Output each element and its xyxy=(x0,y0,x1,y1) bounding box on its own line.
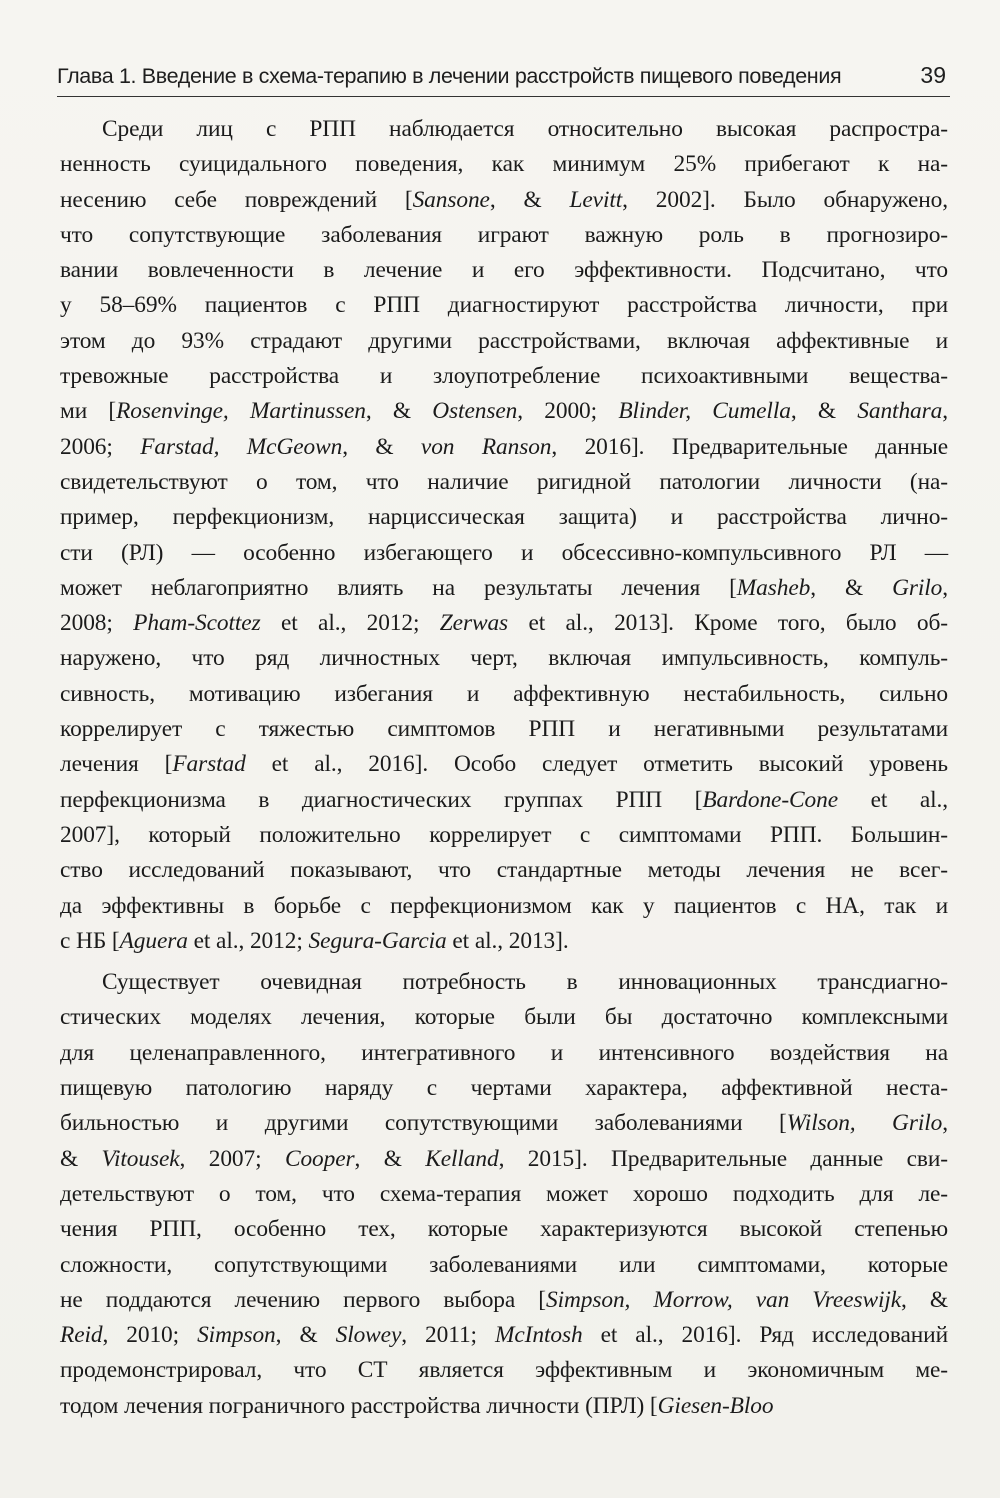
text-run: сивность, мотивацию избегания и аффективную нестабильность, сильно xyxy=(60,680,948,707)
page-number: 39 xyxy=(920,62,946,88)
text-line xyxy=(60,218,948,253)
text-line xyxy=(60,536,948,571)
text-run: , 2011; xyxy=(401,1322,495,1349)
text-line xyxy=(60,1000,948,1035)
citation-author: Zerwas xyxy=(439,610,509,637)
text-line xyxy=(60,1248,948,1283)
text-run: не поддаются лечению первого выбора [ xyxy=(60,1286,546,1313)
text-run: сложности, сопутствующими заболеваниями или симптомами, которые xyxy=(60,1251,948,1278)
text-run: , 2002]. Было обнаружено, xyxy=(622,186,948,213)
text-line xyxy=(60,1142,948,1177)
text-line xyxy=(60,571,948,606)
text-run: , 2000; xyxy=(517,398,619,425)
text-run: детельствуют о том, что схема-терапия может хорошо подходить для ле- xyxy=(60,1180,948,1207)
text-run: тревожные расстройства и злоупотребление психоактивными вещества- xyxy=(60,363,948,390)
text-line xyxy=(60,394,948,429)
text-run: , & xyxy=(810,574,893,601)
citation-author: Cooper xyxy=(284,1145,355,1172)
text-run: et al., 2013]. xyxy=(446,927,569,954)
text-line xyxy=(60,253,948,288)
citation-author: Ostensen xyxy=(432,398,518,425)
text-run: , & xyxy=(901,1286,948,1313)
paragraph xyxy=(60,965,948,1424)
citation-author: Kelland xyxy=(425,1145,499,1172)
text-run: & xyxy=(60,1145,102,1172)
text-line xyxy=(60,359,948,394)
text-run: , xyxy=(942,574,948,601)
text-run: ство исследований показывают, что стандартные методы лечения не всег- xyxy=(60,857,948,884)
text-line xyxy=(60,606,948,641)
text-run: наружено, что ряд личностных черт, включая импульсивность, компуль- xyxy=(60,645,948,672)
text-line xyxy=(60,112,948,147)
text-run: , & xyxy=(275,1322,336,1349)
citation-author: von Ranson xyxy=(420,433,552,460)
text-line xyxy=(60,783,948,818)
citation-author: Wilson, Grilo xyxy=(786,1110,943,1137)
text-line xyxy=(60,288,948,323)
citation-author: Simpson, Morrow, van Vreeswijk xyxy=(545,1286,902,1313)
text-run: коррелирует с тяжестью симптомов РПП и негативными результатами xyxy=(60,716,948,743)
text-line xyxy=(60,965,948,1000)
citation-author: Simpson xyxy=(197,1322,276,1349)
text-line xyxy=(60,712,948,747)
text-run: для целенаправленного, интегративного и интенсивного воздействия на xyxy=(60,1039,948,1066)
text-line xyxy=(60,641,948,676)
text-line xyxy=(60,1071,948,1106)
text-run: да эффективны в борьбе с перфекционизмом как у пациентов с НА, так и xyxy=(60,892,948,919)
citation-author: Farstad xyxy=(172,751,246,778)
text-run: , xyxy=(942,398,948,425)
text-line xyxy=(60,747,948,782)
text-run: , 2010; xyxy=(102,1322,198,1349)
text-run: пищевую патологию наряду с чертами характера, аффективной неста- xyxy=(60,1075,948,1102)
text-run: Среди лиц с РПП наблюдается относительно высокая распростра- xyxy=(102,116,948,142)
text-run: , & xyxy=(342,433,421,460)
text-line xyxy=(60,1177,948,1212)
text-run: лечения [ xyxy=(60,751,173,778)
text-run: сти (РЛ) — особенно избегающего и обсессивно-компульсивного РЛ — xyxy=(60,539,948,566)
text-run: тодом лечения пограничного расстройства личности (ПРЛ) [ xyxy=(60,1392,658,1419)
text-line xyxy=(60,1106,948,1141)
page-header xyxy=(57,62,950,97)
text-line xyxy=(60,853,948,888)
text-run: , 2016]. Предварительные данные xyxy=(551,433,949,460)
body-text xyxy=(60,112,948,1424)
text-run: может неблагоприятно влиять на результаты лечения [ xyxy=(60,574,737,601)
text-line xyxy=(60,1212,948,1247)
text-line xyxy=(60,465,948,500)
text-run: 2008; xyxy=(60,610,134,637)
text-run: , 2007; xyxy=(179,1145,285,1172)
text-run: 2006; xyxy=(60,433,141,460)
citation-author: Aguera xyxy=(119,927,188,954)
citation-author: Pham-Scottez xyxy=(133,610,261,637)
text-run: ненность суицидального поведения, как минимум 25% прибегают к на- xyxy=(60,151,948,178)
citation-author: Rosenvinge, Martinussen xyxy=(116,398,366,425)
text-line xyxy=(60,1036,948,1071)
text-run: перфекционизма в диагностических группах РПП [ xyxy=(60,786,703,813)
text-line xyxy=(60,500,948,535)
text-run: бильностью и другими сопутствующими заболеваниями [ xyxy=(60,1110,787,1137)
text-run: с НБ [ xyxy=(60,927,120,954)
text-run: вании вовлеченности в лечение и его эффективности. Подсчитано, что xyxy=(60,257,948,284)
text-line xyxy=(60,430,948,465)
running-title: Глава 1. Введение в схема-терапию в лечении расстройств пищевого поведения xyxy=(57,64,842,88)
text-run: чения РПП, особенно тех, которые характеризуются высокой степенью xyxy=(60,1216,948,1243)
text-run: 2007], который положительно коррелирует с симптомами РПП. Большин- xyxy=(60,821,948,848)
citation-author: Segura-Garcia xyxy=(308,927,447,954)
citation-author: Sansone xyxy=(412,186,490,213)
text-line xyxy=(60,1353,948,1388)
citation-author: Masheb xyxy=(736,574,811,601)
text-run: пример, перфекционизм, нарциссическая защита) и расстройства лично- xyxy=(60,504,948,531)
citation-author: Grilo xyxy=(892,574,943,601)
citation-author: Giesen-Bloo xyxy=(657,1392,774,1419)
text-run: et al., xyxy=(838,786,948,813)
citation-author: Levitt xyxy=(569,186,623,213)
text-line xyxy=(60,1318,948,1353)
text-line xyxy=(60,677,948,712)
citation-author: McIntosh xyxy=(495,1322,583,1349)
text-run: несению себе повреждений [ xyxy=(60,186,413,213)
text-run: ми [ xyxy=(60,398,117,425)
text-run: что сопутствующие заболевания играют важную роль в прогнозиро- xyxy=(60,221,948,248)
text-run: et al., 2016]. Особо следует отметить высокий уровень xyxy=(245,751,948,778)
text-run: et al., 2016]. Ряд исследований xyxy=(582,1322,948,1349)
text-run: этом до 93% страдают другими расстройствами, включая аффективные и xyxy=(60,327,948,354)
text-run: , xyxy=(942,1110,948,1137)
text-line xyxy=(60,818,948,853)
citation-author: Farstad, McGeown xyxy=(140,433,343,460)
paragraph xyxy=(60,112,948,959)
text-line xyxy=(60,1283,948,1318)
text-line xyxy=(60,1389,948,1424)
text-run: , & xyxy=(354,1145,426,1172)
text-run: свидетельствуют о том, что наличие ригидной патологии личности (на- xyxy=(60,468,948,495)
text-run: , & xyxy=(790,398,858,425)
text-run: у 58–69% пациентов с РПП диагностируют расстройства личности, при xyxy=(60,292,948,319)
citation-author: Slowey xyxy=(335,1322,402,1349)
text-run: , & xyxy=(365,398,433,425)
text-line xyxy=(60,147,948,182)
text-run: стических моделях лечения, которые были бы достаточно комплексными xyxy=(60,1004,948,1031)
text-run: продемонстрировал, что СТ является эффективным и экономичным ме- xyxy=(60,1357,948,1384)
text-run: et al., 2013]. Кроме того, было об- xyxy=(508,610,948,637)
text-run: , 2015]. Предварительные данные сви- xyxy=(498,1145,948,1172)
citation-author: Blinder, Cumella xyxy=(618,398,791,425)
text-line xyxy=(60,183,948,218)
citation-author: Santhara xyxy=(857,398,943,425)
text-run: et al., 2012; xyxy=(187,927,309,954)
text-run: , & xyxy=(489,186,570,213)
citation-author: Bardone-Cone xyxy=(702,786,838,813)
text-line xyxy=(60,324,948,359)
text-run: Существует очевидная потребность в инновационных трансдиагно- xyxy=(102,969,948,996)
text-line xyxy=(60,924,948,959)
text-run: et al., 2012; xyxy=(260,610,440,637)
citation-author: Vitousek xyxy=(101,1145,180,1172)
text-line xyxy=(60,889,948,924)
citation-author: Reid xyxy=(60,1322,103,1349)
